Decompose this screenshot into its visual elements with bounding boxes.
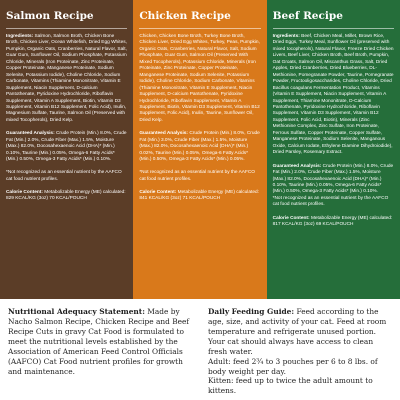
beef-recipe-title: Beef Recipe [272,10,343,22]
beef-ingredients [273,34,394,157]
beef-recipe-panel [267,0,400,299]
beef-analysis-note: *Not recognized as an essential nutrient by the AAFCO cat food nutrient profiles. [272,195,389,208]
chicken-analysis-note: *Not recognized as an essential nutrient by the AAFCO cat food nutrient profiles. [139,170,255,182]
chicken-divider [139,28,260,29]
salmon-ingredients-text: Salmon, Salmon Broth, Chicken Bone Broth, Chicken Liver, Ocean Whitefish, Dried Egg Whites, Pumpkin, Organic Oats, Cranberries, Natural Flavor, Salt, Guar Gum, Sunflower Oil, Sodium Phosphate, Potassium Chloride, Minerals (Iron Proteinate, Zinc Proteinate, Copper Proteinate, Manganese Proteinate, Sodium Selenite, Potassium Iodide), Choline Chloride, Sodium Carbonate, Vitamins (Thiamine Mononitrate, Vitamin E Supplement, Niacin Supplement, D-calcium Pantothenate, Pyridoxine Hydrochloride, Riboflavin Supplement, Vitamin A Supplement, Biotin, Vitamin D3 Supplement, Vitamin B12 Supplement, Folic Acid), Inulin, Magnesium Sulfate, Taurine, Salmon Oil (Preserved with mixed Tocopherols), Dried Kelp. [6,34,127,123]
salmon-guaranteed-analysis [6,131,127,183]
chicken-recipe-title: Chicken Recipe [139,10,231,22]
feeding-guide-kitten: Kitten: feed up to twice the adult amount to kittens. [208,376,373,396]
beef-calorie-text: Metabolizable Energy (ME) calculated: 817 KCAL/KG (3oz) 69 KCAL/POUCH [272,215,393,228]
salmon-recipe-panel [0,0,133,299]
chicken-calorie-label: Calorie Content: [139,189,177,195]
nutritional-statement-label: Nutritional Adequacy Statement: [8,307,145,316]
feeding-guide-paragraph [208,307,392,357]
feeding-guide-label: Daily Feeding Guide: [208,307,295,316]
beef-analysis-label: Guaranteed Analysis: [272,163,322,169]
chicken-analysis-text: Crude Protein (Min.) 8.0%, Crude Fat (Min.) 3.0%, Crude Fiber (Max.) 1.5%, Moisture (Max.) 82.0%, Docosahexaenoic Acid (DHA)* (Min.) 0.02%, Taurine (Min.) 0.05%, Omega-6 Fatty Acids* (Min.) 0.50%, Omega-3 Fatty Acids* (Min.) 0.05%. [139,131,260,163]
salmon-analysis-label: Guaranteed Analysis: [6,131,55,137]
chicken-guaranteed-analysis [139,131,260,183]
salmon-calorie-content [6,190,127,203]
nutritional-statement-text: Made by Nacho Salmon Recipe, Chicken Recipe and Beef Recipe Cuts in gravy Cat Food is formulated to meet the nutritional levels established by the Association of American Feed Control Officials (AAFCO) Cat Food nutrient profiles for growth and maintenance. [8,307,190,376]
chicken-analysis-label: Guaranteed Analysis: [139,131,188,137]
salmon-calorie-label: Calorie Content: [6,189,43,195]
chicken-ingredients [139,34,260,124]
chicken-ingredients-text: Chicken, Chicken Bone Broth, Turkey Bone Broth, Chicken Liver, Dried Egg Whites, Turkey, Peas, Pumpkin, Organic Oats, Cranberries, Natural Flavor, Salt, Sodium Phosphate, Guar Gum, Salmon Oil (Preserved With Mixed Tocopherols), Potassium Chloride, Minerals (Iron Proteinate, Zinc Proteinate, Copper Proteinate, Manganese Proteinate, Sodium Selenite, Potassium Iodide), Choline Chloride, Sodium Carbonate, Vitamins (Thiamine Mononitrate, Vitamin E Supplement, Niacin Supplement, D-calcium Pantothenate, Pyridoxine Hydrochloride, Riboflavin Supplement, Vitamin A Supplement, Biotin, Vitamin D3 Supplement, Vitamin B12 Supplement, Folic Acid), Inulin, Taurine, Sunflower Oil, Dried Kelp. [139,34,260,123]
beef-analysis-text: Crude Protein (Min.) 8.0%, Crude Fat (Min.) 2.0%, Crude Fiber (Max.) 1.5%, Moisture (Max.) 82.0%, Docosahexaenoic Acid (DHA)* (Min.) 0.10%, Taurine (Min.) 0.05%, Omega-6 Fatty Acids* (Min.) 0.50%, Omega-3 Fatty Acids* (Min.) 0.10%. [272,163,394,195]
nutritional-statement-paragraph [8,307,192,376]
beef-guaranteed-analysis [273,164,394,209]
chicken-calorie-text: Metabolizable Energy (ME) calculated: 841 KCAL/KG (3oz) 71 KCAL/POUCH [139,189,259,202]
feeding-guide-text: Feed according to the age, size, and activity of your cat. Feed at room temperature and refrigerate unused portion. Your cat should always have access to clean fresh water. [208,307,387,356]
chicken-recipe-panel [133,0,266,299]
salmon-recipe-title: Salmon Recipe [6,10,94,22]
nutritional-adequacy-statement [0,299,200,400]
salmon-analysis-note: *Not recognized as an essential nutrient by the AAFCO cat food nutrient profiles. [6,170,122,182]
beef-ingredients-label: Ingredients: [272,34,300,39]
beef-ingredients-text: Beef, Chicken Meal, Millet, Brown Rice, Dried Eggs, Turkey Meal, Sunflower Oil (preserved with mixed tocopherols), Natural Flavor, Freeze Dried Chicken Livers, Beef Liver, Chicken Broth, Beef Broth, Pumpkin, Oat Groats, Salmon Oil, Miscanthus Grass, Salt, Dried Apples, Dried Cranberries, Dried Blueberries, DL-Methionine, Pomegranate Powder, Taurine, Pomegranate Powder, Fructooligosaccharides, Choline Chloride, Dried Bacillus coagulans Fermentation Product, Vitamins (Vitamin E Supplement, Niacin Supplement, Vitamin A Supplement, Thiamine Mononitrate, D-Calcium Pantothenate, Pyridoxine Hydrochloride, Riboflavin Supplement, Vitamin D3 Supplement, Vitamin B12 Supplement, Folic Acid, Biotin), Minerals (Zinc Methionine Complex, Zinc Sulfate, Iron Proteinate, Ferrous Sulfate, Copper Proteinate, Copper Sulfate, Manganese Proteinate, Sodium Selenite, Manganous Oxide, Calcium Iodate, Ethylene Diamine Dihydroiodide), Dried Parsley, Rosemary Extract. [272,34,394,156]
salmon-analysis-text: Crude Protein (Min.) 8.0%, Crude Fat (Min.) 2.0%, Crude Fiber (Max.) 1.5%, Moisture (Max.) 82.0%, Docosahexaenoic Acid (DHA)* (Min.) 0.10%, Taurine (Min.) 0.05%, Omega-6 Fatty Acids* (Min.) 0.50%, Omega-3 Fatty Acids* (Min.) 0.10%. [6,131,127,163]
chicken-calorie-content [139,190,260,203]
beef-calorie-content [273,216,394,229]
feeding-guide-adult: Adult: feed 2¾ to 3 pouches per 6 to 8 lbs. of body weight per day. [208,356,378,376]
salmon-ingredients [6,34,127,124]
bottom-info-section [0,299,400,400]
salmon-ingredients-label: Ingredients: [6,34,34,39]
daily-feeding-guide [200,299,400,400]
salmon-divider [6,28,127,29]
beef-divider [273,28,394,29]
beef-calorie-label: Calorie Content: [272,215,310,221]
salmon-calorie-text: Metabolizable Energy (ME) calculated: 829 KCAL/KG (3oz) 70 KCAL/POUCH [6,189,126,202]
